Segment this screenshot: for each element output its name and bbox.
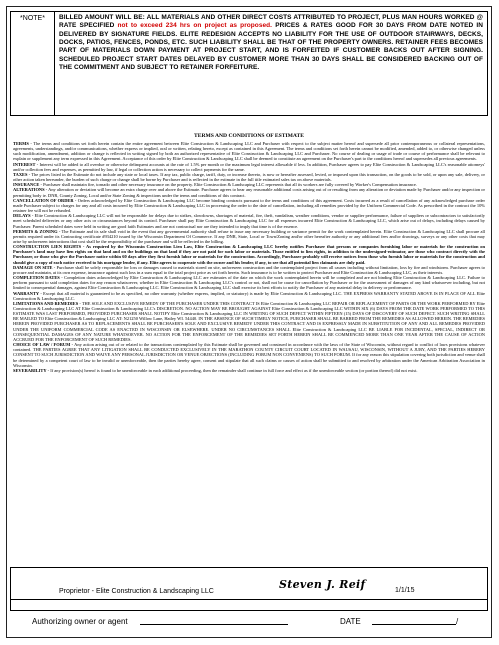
terms-text: - Purchaser shall maintain fire, tornado and other necessary insurance on the property. Elite Construction & Landscaping LLC represents that all its workers are fully covered by Worker's Compensation insurance. xyxy=(39,182,417,188)
terms-section xyxy=(13,198,485,213)
terms-heading: CANCELLATION OF ORDER xyxy=(13,197,74,203)
terms-section xyxy=(13,342,485,368)
note-box xyxy=(10,11,488,116)
terms-heading: INTEREST xyxy=(13,161,36,167)
terms-section xyxy=(13,141,485,162)
signature-box xyxy=(10,567,488,611)
terms-section xyxy=(13,172,485,182)
terms-heading: ALTERATIONS xyxy=(13,187,45,193)
note-text xyxy=(59,14,483,72)
proprietor-label: Proprietor - Elite Construction & Landscaping LLC xyxy=(59,588,214,595)
owner-date-line[interactable] xyxy=(372,624,456,625)
terms-heading: SEVERABILITY xyxy=(13,367,47,373)
terms-text: - Orders acknowledged by Elite Construction & Landscaping LLC become binding contracts pursuant to the terms and conditions of this agreement. Costs incurred as a result of cancellation of any acknowledged purchase order made Purchaser subject to charges for any and all costs incurred by Elite Construction & Landscaping LLC in processing the order to the date of cancellation, including all remedies provided by the Uniform Commercial Code. As prescribed in the contract the 10% retainer fee will not be refunded. xyxy=(13,197,485,214)
owner-label: Authorizing owner or agent xyxy=(32,617,128,626)
owner-date-value: / xyxy=(456,617,459,626)
terms-body xyxy=(13,141,485,567)
terms-section xyxy=(13,265,485,275)
signature-line xyxy=(11,599,487,600)
terms-section xyxy=(13,229,485,244)
note-label: *NOTE* xyxy=(11,12,55,115)
terms-title: TERMS AND CONDITIONS OF ESTIMATE xyxy=(193,133,305,139)
note-text-after: PRICES & RATES GOOD FOR 30 DAYS FROM DATE NOTED IN DELIVERED BY SIGNATURE FIELDS. ELITE REDESIGN ACCEPTS NO LIABILITY FOR THE USE OF OUTDOOR STAIRWAYS, DECKS, DOCKS, PATIOS, FENCES, PONDS, ETC. SUCH LIABILITY SHALL BE THAT OF THE PROPERTY OWNERS. RETAINER FEES BECOMES PART OF MATERIALS DOWN PAYMENT AT PROJECT START, AND IS FORFEITED IF CUSTOMER BACKS OUT AFTER SIGNING. SCHEDULED PROJECT START DATES DELAYED BY CUSTOMER MORE THAN 30 DAYS SHALL BE CONSIDERED BACKING OUT OF THE COMMITMENT AND SUBJECT TO RETAINER FORFEITURE. xyxy=(59,22,484,72)
terms-text: - Elite Construction & Landscaping LLC will not be responsible for delays due to strikes, slowdowns, shortages of material, fire, theft, vandalism, weather conditions, vendor or supplier performance, failure of suppliers or subcontractors to satisfactorily meet scheduled deliveries or any other acts or circumstances beyond its control. Purchaser shall pay Elite Construction & Landscaping LLC for all expenses incurred Elite Construction & Landscaping LLC, which arise out of delays, including delays caused by Purchaser. Parent scheduled dates were held in writing are good faith Estimates and are not contractual nor are they intended to imply that time is of the essence. xyxy=(13,213,485,229)
terms-text: - If any provision(s) hereof is found to be unenforceable in each additional proceeding, then the remainder shall continue in full force and effect as if the unenforceable section (or portion thereof) did not exist. xyxy=(46,367,418,373)
owner-signature-line[interactable] xyxy=(140,624,288,625)
note-text-before: BILLED AMOUNT WILL BE: ALL MATERIALS AND OTHER DIRECT COSTS ATTRIBUTED TO PROJECT, PLUS MAN HOURS WORKED @ RATE SPECIFIED xyxy=(59,14,483,30)
terms-heading: CHOICE OF LAW / FORUM xyxy=(13,342,71,348)
terms-section xyxy=(13,213,485,228)
terms-heading: DELAYS xyxy=(13,213,31,219)
terms-heading: DAMAGE ON SITE xyxy=(13,264,53,270)
terms-heading: TAXES xyxy=(13,171,28,177)
terms-heading: INSURANCE xyxy=(13,182,40,188)
terms-text: - Any alteration or deviation will become an extra charge over and above the Estimate. Purchaser agrees to bear any reasonable additional costs arising out of or resulting from any alteration or deviation made by Purchaser and/or any inspection or permitting body ie. DNR, County Zoning, Local and/or State Zoning & inspections under the terms and conditions of this contract. xyxy=(13,187,485,198)
terms-heading: COMPLETION DATES xyxy=(13,275,60,281)
terms-text: - Purchaser shall be solely responsible for loss or damages caused to materials stored on site, unforeseen construction and the contemplated project from all causes including without limitation, loss by fire and windstorm. Purchaser agrees to procure and maintain, at its own expense, insurance against such loss in a sum equal to the total project price as set forth herein. Such insurance is to be written to protect Purchaser and Elite Construction & Landscaping LLC, as their interests. xyxy=(13,264,485,275)
owner-signature-row xyxy=(10,611,488,633)
terms-section xyxy=(13,275,485,290)
terms-text: - Completion dates acknowledged by Elite Construction & Landscaping LLC are estimates of the date on which the work contemplated herein will be completed and are not binding Elite Construction & Landscaping LLC. Failure to perform pursuant to said completion dates for any reason whatsoever, whether in Elite Construction & Landscaping LLC's control or not, shall not be cause for cancellation by Purchaser or for the assessment of damages of any kind whatsoever including, but not limited to consequential damages, against Elite Construction & Landscaping LLC. Elite Construction & Landscaping LLC shall exercise its best efforts to notify the Purchaser of any material delay in delivery or performance. xyxy=(13,275,485,291)
terms-section xyxy=(13,187,485,197)
terms-section xyxy=(13,301,485,342)
terms-heading: LIMITATIONS AND REMEDIES xyxy=(13,300,79,306)
terms-text: - The terms and conditions set forth herein contain the entire agreement between Elite Construction & Landscaping LLC and Purchaser with respect to the subject matter hereof and supersede all prior contemporaneous or collateral representations, agreements, understandings, and/or communications, whether express or implied, oral or written, relating hereto, except as contained in this Agreement. The terms and conditions set forth herein cannot be modified, amended, added to, or otherwise changed unless such modification, amendment, addition or change is reflected in writing signed by both an authorized representative of Elite Construction & Landscaping LLC and Purchaser. No course of dealing or usage of trade or course of performance shall be relevant to explain or supplement any term expressed in this Agreement. Acceptance of this order by Elite Construction & Landscaping LLC shall be deemed to constitute an agreement on the Purchaser's part to the conditions hereof and supersedes all previous agreements. xyxy=(13,141,485,162)
terms-section xyxy=(13,291,485,301)
note-text-highlight: not to exceed 234 hrs on project as proposed. xyxy=(117,22,273,30)
handwritten-signature: Steven J. Reif xyxy=(279,578,366,591)
terms-text: - Any action arising out of or related to the transactions contemplated by this Estimate shall be governed and construed in accordance with the laws of the State of Wisconsin, without regard to conflict of laws provisions whatever contained. THE PARTIES AGREE THAT ANY LITIGATION SHALL BE CONDUCTED EXCLUSIVELY IN THE MARATHON COUNTY CIRCUIT COURT LOCATED IN WAUSAU, WISCONSIN, WITHOUT A JURY, AND THE PARTIES HEREBY CONSENT TO SUCH JURISDICTION AND WAIVE ANY PERSONAL JURISDICTION OR VENUE OBJECTIONS (INCLUDING FORUM NON CONVENIENS) TO SUCH FORUM. If for any reason this stipulation covering both jurisdiction and venue shall be determined by a competent court of law to be invalid or unenforceable, then the parties hereby agree, consent and stipulate that all such claims or causes of action shall be submitted to and resolved by arbitration under the American Arbitration Association in Wisconsin. xyxy=(13,342,485,368)
terms-text: - The Estimate and its sale shall void in the event that any governmental authority shall refuse to issue any necessary building or variance permit for the work contemplated herein. Elite Construction & Landscaping LLC shall procure all permits required under its Contracting certificate #934210 issued by the Wisconsin Department Of Commerce. If any DNR, State, Local or Town/Zoning and/or other hereafter authority or any additional fees and/or drawings, surveys or any other costs that may arise by unforeseen interactions that cost shall be the responsibility of the purchaser and will be reflected in the billing. xyxy=(13,228,485,244)
terms-section xyxy=(13,368,485,373)
terms-heading: PERMITS & ZONING xyxy=(13,228,58,234)
terms-text: - The prices listed in the Estimate do not include any state or local taxes. If any tax, public charge, tariff, duty, or increase thereto, is now or hereafter assessed, levied, or imposed upon this transaction, on the goods to be sold, or upon any sale, delivery, or other action taken hereunder, the burden of such charge or change shall be borne by Purchaser and is reflected in the estimate in the full title estimated sales tax on above materials. xyxy=(13,171,485,183)
terms-section xyxy=(13,162,485,172)
terms-text: - As required by the Wisconsin Construction Lien Law, Elite Construction & Landscaping LLC hereby notifies Purchaser that persons or companies furnishing labor or materials for the construction on Purchaser's land may have lien rights on that land and on the buildings on that land if they are not paid for such labor or materials. Those entitled to lien rights, in addition to the undersigned-estimator, are those who contract directly with the Purchaser, or those who give the Purchaser notice within 60 days after they first furnish labor or materials for the construction. Accordingly, Purchaser probably will receive notices from those who furnish labor or materials for the construction and should give a copy of each notice received to his mortgage lender, if any. Elite agrees to cooperate with the owner and his lender, if any, to see that all potential lien claimants are duly paid. xyxy=(13,244,485,265)
owner-date-label: DATE xyxy=(340,617,361,626)
terms-text: - Except that all material is guaranteed to be as specified, no other warranty (whether express, implied, or statutory) is made by Elite Construction & Landscaping LLC. THE EXPRESS WARRANTY STATED ABOVE IS IN PLACE OF ALL Elite Construction & Landscaping LLC. xyxy=(13,290,485,301)
terms-heading: CONSTRUCTION LIEN RIGHTS xyxy=(13,244,82,250)
terms-heading: TERMS xyxy=(13,141,29,146)
signature-date: 1/1/15 xyxy=(395,587,415,594)
terms-text: - Interest will be added to all overdue or otherwise delinquent accounts at the rate of 1.5% per month or the maximum legal interest allowable if less. In addition, Purchaser agrees to pay Elite Construction & Landscaping LLC's reasonable attorneys' and/or collection fees and expenses, as permitted by law, if legal or collection action is necessary to collect payments for the same. xyxy=(13,161,485,172)
terms-text: - THE SOLE AND EXCLUSIVE REMEDY OF THE PURCHASER UNDER THIS CONTRACT IS Elite Construction & Landscaping LLC REPAIR OR REPLACEMENT OF PARTS OR THE WORK PERFORMED BY Elite Construction & Landscaping LLC AT Elite Construction & Landscaping LLC's DISCRETION. NO ACTION MAY BE BROUGHT AGAINST Elite Construction & Landscaping LLC WITHIN SIX (6) DAYS FROM THE DATE WORK PERFORMED TO THIS ESTIMATE WAS LAST PERFORMED, PROVIDED PURCHASER SHALL NOTIFY Elite Construction & Landscaping LLC IN WRITING OF SUCH DEFECT WITHIN FIFTEEN (15) DAYS OF DISCOVERY OF SUCH DEFECT. SUCH WRITING SHALL BE MAILED TO Elite Construction & Landscaping LLC AT: N21250 Willow Lane, Hatley WI. 54440. IN THE ABSENCE OF SUCH TIMELY NOTICE, PURCHASER SHALL BE BARRED FROM THE REMEDIES AS ALLOWED HEREIN. THE REMEDIES HEREIN PROVIDED PURCHASER AS TO REPLACEMENTS SHALL BE PURCHASER'S SOLE AND EXCLUSIVE REMEDY UNDER THIS CONTRACT AND IS EXPRESSLY MADE IN SUBSTITUTION OF ANY AND ALL REMEDIES PROVIDED UNDER THE UNIFORM COMMERCIAL CODE AS ENACTED IN WISCONSIN OR ELSEWHERE. UNDER NO CIRCUMSTANCES SHALL Elite Construction & Landscaping LLC BE LIABLE FOR INCIDENTAL, SPECIAL, INDIRECT OR CONSEQUENTIAL DAMAGES OF ANY NATURE WHATSOEVER. NO ACTION FOR THE ENFORCEMENT OF THE REMEDIES SET FORTH HEREIN SHALL BE COMMENCED MORE THAN ONE YEAR AFTER THE CAUSE OF ACTION ACCRUED FOR THE ENFORCEMENT OF SUCH REMEDIES. xyxy=(13,300,485,342)
terms-heading: WARRANTY xyxy=(13,290,40,296)
terms-section xyxy=(13,244,485,265)
